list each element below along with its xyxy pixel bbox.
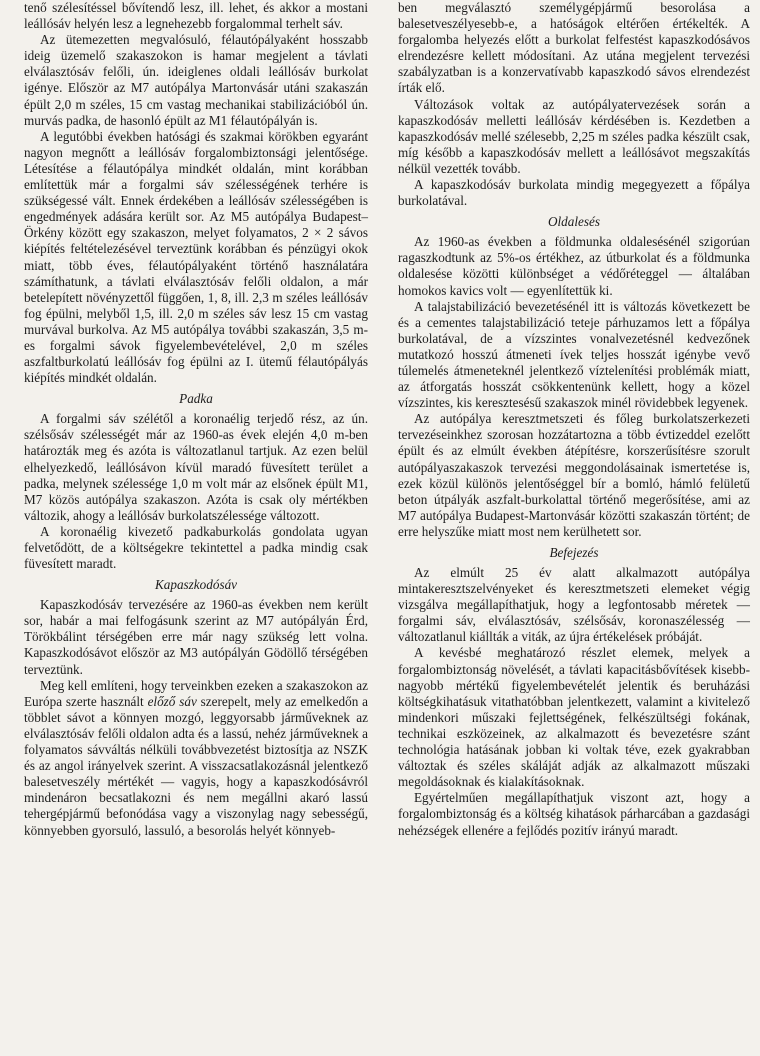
paragraph: A talajstabilizáció bevezetésénél itt is változás következett be és a cementes talajstabilizáció teteje párhuzamos lett a főpálya burkolatával, de a vízszintes vonalvezetésnél kedvezőnek mutatkozó hosszú átmeneti ívek teljes hosszát igénybe vevő túlemelés átmeneteknél jelentkező víztelenítési problémák miatt, az átforgatás hosszát csökkentenünk kellett, hogy a közel vízszintes, kis keresztesésű szakaszok minél rövidebbek legyenek. (398, 298, 750, 411)
paragraph-text: Meg kell említeni, hogy terveinkben ezeken a szakaszokon az Európa szerte használt (24, 677, 368, 709)
emphasized-term: előző sáv (147, 693, 197, 709)
paragraph (24, 678, 368, 839)
section-heading-befejezes: Befejezés (549, 545, 599, 560)
paragraph: Egyértelműen megállapíthatjuk viszont azt, hogy a forgalombiztonság és a költség kihatások párharcában a gazdasági nehézségek ellenére a fejlődés pozitív irányú maradt. (398, 790, 750, 838)
paragraph: tenő szélesítéssel bővítendő lesz, ill. lehet, és akkor a mostani leállósáv helyén lesz a legnehezebb forgalommal terhelt sáv. (24, 0, 368, 32)
right-column (398, 0, 750, 839)
section-heading-padka: Padka (179, 391, 213, 407)
paragraph-text: szerepelt, mely az emelkedőn a többlet sávot a könnyen mozgó, leggyorsabb járműveknek az elválasztósáv felőli oldalon adta és a lassú, nehéz járműveknek a folyamatos sávváltás nélküli továbbvezetést biztosítja az NSZK és az angol irányelvek szerint. A visszacsatlakozásnál jelentkező balesetveszély mértékét — vagyis, hogy a kapaszkodósávról mindenáron becsatlakozni és nem megállni akaró lassú tehergépjármű befonódása vagy a viszonylag nagy sebességű, könnyebben gyorsuló, lassuló, a besorolás helyét könnyeb- (24, 693, 368, 838)
paragraph: Kapaszkodósáv tervezésére az 1960-as években nem került sor, habár a mai felfogásunk szerint az M7 autópályán Érd, Törökbálint térségében erre már nagy szükség lett volna. Kapaszkodósávot először az M3 autópályán Gödöllő térségében terveztünk. (24, 597, 368, 677)
section-heading-kapaszkodosav: Kapaszkodósáv (154, 577, 238, 593)
paragraph: A forgalmi sáv szélétől a koronaélig terjedő rész, az ún. szélsősáv szélességét már az 1960-as évek elején 4,0 m-ben határozták meg és azóta is változatlanul tartjuk. Az ezen belül elhelyezkedő, leállósávon kívül maradó füvesített terület a padka, melynek szélessége 1,0 m volt már az elsőnek épült M1, M7 közös autópálya szakaszon. Azóta is csak oly mértékben változik, ahogy a leállósáv burkolatszélessége változott. (24, 411, 368, 523)
paragraph: Az autópálya keresztmetszeti és főleg burkolatszerkezeti tervezéseinkhez szorosan hozzátartozna a több évtizeddel ezelőtt épült és az elmúlt években átépítésre, korszerűsítésre szorult autópályaszakaszok tervezési meggondolásainak ismertetése is, ezek közül különös jelentőséggel bír a bomló, hámló felületű beton útpályák aszfalt-burkolattal történő megerősítése, ami az M7 autópálya Budapest-Martonvásár közötti szakaszán történt; de erre helyszűke miatt most nem kerülhetett sor. (398, 411, 750, 539)
paragraph: Az elmúlt 25 év alatt alkalmazott autópálya mintakeresztszelvényeket és keresztmetszeti elemeket végig vizsgálva megállapíthatjuk, hogy a legfontosabb méretek — forgalmi sáv, elválasztósáv, szélsősáv, koronaszélesség — változatlanul kiállták a viták, az újra értékelések próbáját. (398, 565, 750, 645)
left-column (24, 0, 368, 839)
paragraph: A kapaszkodósáv burkolata mindig megegyezett a főpálya burkolatával. (398, 177, 750, 209)
section-heading-oldaleses: Oldalesés (547, 214, 600, 230)
paragraph: A kevésbé meghatározó részlet elemek, melyek a forgalombiztonság növelését, a távlati kapacitásbővítések kisebb-nagyobb mértékű figyelembevételét jelentik és beruházási költségkihatásuk vitathatóbban jelentkezett, valamint a kivitelező mindenkori műszaki fejlettségének, felkészültségi fokának, technikai eszközeinek, az alkalmazott és bevezetésre szánt technológia hatásának jobban ki voltak téve, ezek gyakrabban változtak és széles skáláját adják az alkalmazott műszaki megoldásoknak és kialakításoknak. (398, 645, 750, 790)
paragraph: Az 1960-as években a földmunka oldalesésénél szigorúan ragaszkodtunk az 5%-os értékhez, az útburkolat és a földmunka oldalesése közötti különbséget a védőréteggel — általában homokos kavics volt — egyenlítettük ki. (398, 234, 750, 298)
paragraph: ben megválasztó személygépjármű besorolása a balesetveszélyesebb-e, a hatóságok eltérően értékelték. A forgalomba helyezés előtt a burkolat felfestést kapaszkodósávos elrendezésre kellett módosítani. Az utána megjelent tervezési szabályzatban is a konzervatívabb kapaszkodó sávos elrendezést írták elő. (398, 0, 750, 96)
paragraph: A koronaélig kivezető padkaburkolás gondolata ugyan felvetődött, de a költségekre tekintettel a padka mindig csak füvesített maradt. (24, 523, 368, 572)
paragraph: Változások voltak az autópályatervezések során a kapaszkodósáv melletti leállósáv kérdésében is. Kezdetben a kapaszkodósáv mellé szélesebb, 2,25 m széles padka készült csak, míg később a kapaszkodósáv mellett a leállósávot megszakítás nélkül vezették tovább. (398, 96, 750, 176)
paragraph: Az ütemezetten megvalósuló, félautópályaként hosszabb ideig üzemelő szakaszokon is hamar megjelent a távlati elválasztósáv felőli, ún. ideiglenes oldali leállósáv burkolat igénye. Először az M7 autópálya Martonvásár utáni szakaszán épült 2,0 m széles, 15 cm vastag mechanikai stabilizációból ún. murvás padka, de hasonló épült az M1 félautópályán is. (24, 32, 368, 128)
paragraph: A legutóbbi években hatósági és szakmai körökben egyaránt nagyon megnőtt a leállósáv forgalombiztonsági jelentősége. Létesítése a félautópálya mindkét oldalán, mint korábban említettük már a forgalmi sáv szélességének terhére is szükségessé vált. Ennek érdekében a leállósáv szélességében is engedmények adására került sor. Az M5 autópálya Budapest–Örkény között egy szakaszon, melyet folyamatos, 2 × 2 sávos kiépítés feltételezésével terveztünk korábban és pénzügyi okok miatt, több éves, félautópályaként történő használatára számíthatunk, a távlati elválasztósáv felőli oldalon, a már betelepített növényzettől függően, 1, 8, ill. 2,3 m széles leállósáv fog épülni, melyből 1,5, ill. 2,0 m széles sáv lesz 15 cm vastag murvával burkolva. Az M5 autópálya további szakaszán, 3,5 m-es forgalmi sávok figyelembevételével, 2,0 m széles aszfaltburkolatú leállósáv fog épülni az I. ütemű félautópályás kiépítés mindkét oldalán. (24, 128, 368, 386)
